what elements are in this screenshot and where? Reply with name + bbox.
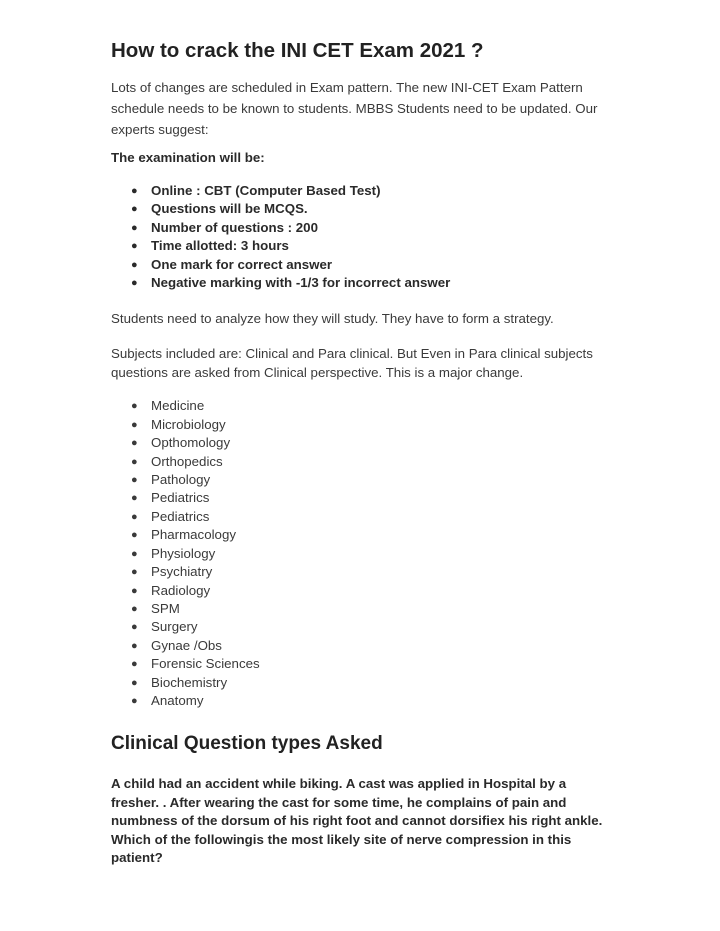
list-item-text: Psychiatry [151,564,213,580]
list-item-text: One mark for correct answer [151,256,333,272]
exam-heading: The examination will be: [111,150,265,165]
list-item [111,674,611,692]
list-item [111,600,611,618]
list-item [111,256,611,274]
list-item [111,274,611,292]
bullet-icon: ● [131,510,138,523]
document-page [111,36,611,868]
bullet-icon: ● [131,455,138,468]
bullet-icon: ● [131,658,138,671]
bullet-icon: ● [131,602,138,615]
bullet-icon: ● [131,400,138,413]
bullet-icon: ● [131,547,138,560]
list-item [111,526,611,544]
strategy-paragraph: Students need to analyze how they will study. They have to form a strategy. [111,311,554,327]
list-item-text: Radiology [151,582,211,598]
list-item [111,489,611,507]
bullet-icon: ● [131,492,138,505]
list-item [111,508,611,526]
list-item [111,182,611,200]
bullet-icon: ● [131,529,138,542]
list-item-text: Medicine [151,398,205,414]
list-item [111,545,611,563]
bullet-icon: ● [131,203,138,216]
bullet-icon: ● [131,418,138,431]
bullet-icon: ● [131,694,138,707]
list-item-text: Opthomology [151,435,231,451]
bullet-icon: ● [131,221,138,234]
bullet-icon: ● [131,566,138,579]
list-item-text: Number of questions : 200 [151,219,318,235]
list-item [111,692,611,710]
question-paragraph: A child had an accident while biking. A cast was applied in Hospital by a fresher. . After wearing the cast for some time, he complains of pain and numbness of the dorsum of his right foot and cannot dorsifiex his right ankle. Which of the followingis the most likely site of nerve compression in this patient? [111,776,603,866]
list-item [111,397,611,415]
list-item-text: Microbiology [151,416,226,432]
bullet-icon: ● [131,185,138,197]
bullet-icon: ● [131,277,138,290]
list-item [111,563,611,581]
list-item-text: Surgery [151,619,198,635]
bullet-icon: ● [131,639,138,652]
list-item-text: Time allotted: 3 hours [151,238,289,254]
list-item [111,655,611,673]
section-title: Clinical Question types Asked [111,733,383,755]
subjects-paragraph: Subjects included are: Clinical and Para clinical. But Even in Para clinical subjects questions are asked from Clinical perspective. This is a major change. [111,346,593,381]
page-title: How to crack the INI CET Exam 2021 ? [111,39,484,62]
exam-points-list [111,182,611,292]
list-item [111,237,611,255]
list-item-text: Orthopedics [151,453,223,469]
list-item [111,637,611,655]
bullet-icon: ● [131,474,138,487]
subjects-list [111,397,611,710]
list-item [111,453,611,471]
list-item [111,434,611,452]
list-item [111,582,611,600]
list-item-text: Biochemistry [151,674,228,690]
list-item-text: Pediatrics [151,508,210,524]
list-item-text: Negative marking with -1/3 for incorrect answer [151,275,451,291]
list-item-text: Questions will be MCQS. [151,201,308,217]
bullet-icon: ● [131,240,138,253]
list-item-text: Physiology [151,545,216,561]
list-item-text: Online : CBT (Computer Based Test) [151,183,381,198]
bullet-icon: ● [131,621,138,634]
list-item [111,219,611,237]
list-item-text: Pediatrics [151,490,210,506]
list-item [111,618,611,636]
list-item-text: Anatomy [151,692,204,708]
intro-paragraph: Lots of changes are scheduled in Exam pattern. The new INI-CET Exam Pattern schedule needs to be known to students. MBBS Students need to be updated. Our experts suggest: [111,80,598,137]
list-item-text: SPM [151,600,180,616]
list-item-text: Gynae /Obs [151,637,222,653]
bullet-icon: ● [131,437,138,450]
bullet-icon: ● [131,258,138,271]
list-item-text: Forensic Sciences [151,656,260,672]
bullet-icon: ● [131,676,138,689]
list-item-text: Pharmacology [151,527,236,543]
list-item [111,200,611,218]
list-item [111,416,611,434]
list-item-text: Pathology [151,472,211,488]
bullet-icon: ● [131,584,138,597]
list-item [111,471,611,489]
